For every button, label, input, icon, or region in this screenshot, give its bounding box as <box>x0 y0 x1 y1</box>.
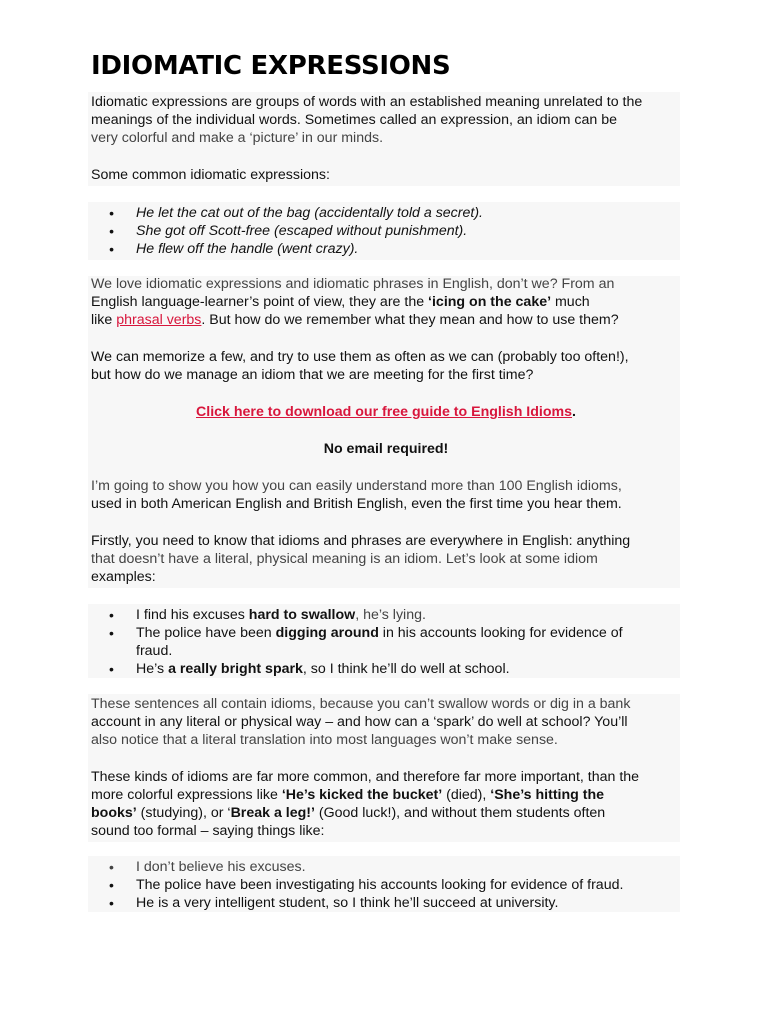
firstly-paragraph <box>91 532 681 586</box>
these-line: account in any literal or physical way – and how can a ‘spark’ do well at school? You’ll <box>91 714 628 730</box>
download-line <box>91 403 681 421</box>
text-run: much <box>551 294 590 310</box>
examples-list <box>91 606 706 678</box>
text-run: (died), <box>442 787 491 803</box>
text-run: fraud. <box>136 643 173 659</box>
kinds-line: sound too formal – saying things like: <box>91 823 325 839</box>
list-item: • The police have been investigating his accounts looking for evidence of fraud. <box>136 876 706 894</box>
text-run: (studying), or ‘ <box>136 805 231 821</box>
phrasal-verbs-link[interactable]: phrasal verbs <box>116 312 202 328</box>
memorize-paragraph <box>91 348 681 384</box>
list-item: • He let the cat out of the bag (accidentally told a secret). <box>136 204 706 222</box>
show-line: used in both American English and British English, even the first time you hear them. <box>91 496 622 512</box>
common-heading: Some common idiomatic expressions: <box>91 167 330 183</box>
bold-phrase: digging around <box>275 625 379 641</box>
text-run: . But how do we remember what they mean and how to use them? <box>201 312 619 328</box>
kinds-paragraph <box>91 768 681 840</box>
text-run: I find his excuses <box>136 607 249 623</box>
bold-phrase: Break a leg!’ <box>230 805 315 821</box>
list-item <box>136 624 706 660</box>
these-line: These sentences all contain idioms, because you can’t swallow words or dig in a bank <box>91 696 631 712</box>
firstly-line: examples: <box>91 569 156 585</box>
bold-phrase: ‘He’s kicked the bucket’ <box>281 787 443 803</box>
download-guide-link[interactable]: Click here to download our free guide to English Idioms <box>196 404 573 420</box>
intro-paragraph <box>91 93 681 147</box>
these-paragraph <box>91 695 681 749</box>
bold-phrase: ‘icing on the cake’ <box>428 294 552 310</box>
bold-phrase: books’ <box>91 805 137 821</box>
text-run: in his accounts looking for evidence of <box>378 625 623 641</box>
intro-line: meanings of the individual words. Sometimes called an expression, an idiom can be <box>91 112 618 128</box>
text-run: like <box>91 312 117 328</box>
bold-phrase: ‘She’s hitting the <box>490 787 605 803</box>
no-email-note: No email required! <box>323 441 449 457</box>
love-line: We love idiomatic expressions and idiomatic phrases in English, don’t we? From an <box>91 276 615 292</box>
love-line <box>91 293 681 311</box>
firstly-line: that doesn’t have a literal, physical meaning is an idiom. Let’s look at some idiom <box>91 551 598 567</box>
intro-line: Idiomatic expressions are groups of words with an established meaning unrelated to the <box>91 94 643 110</box>
text-run: English language-learner’s point of view, they are the <box>91 294 429 310</box>
love-paragraph <box>91 275 681 329</box>
formal-examples-list <box>91 858 706 912</box>
text-run: He’s <box>136 661 169 677</box>
kinds-line <box>91 786 681 804</box>
memorize-line: but how do we manage an idiom that we are meeting for the first time? <box>91 367 534 383</box>
text-run: , he’s lying. <box>355 607 426 623</box>
show-paragraph <box>91 477 681 513</box>
text-run: The police have been <box>136 625 276 641</box>
common-idioms-list <box>91 204 706 258</box>
list-item: • He is a very intelligent student, so I think he’ll succeed at university. <box>136 894 706 912</box>
bold-phrase: hard to swallow <box>248 607 356 623</box>
text-run: more colorful expressions like <box>91 787 282 803</box>
text-run: , so I think he’ll do well at school. <box>302 661 510 677</box>
list-item <box>136 606 706 624</box>
bold-phrase: a really bright spark <box>168 661 303 677</box>
memorize-line: We can memorize a few, and try to use them as often as we can (probably too often!), <box>91 349 629 365</box>
list-item: • He flew off the handle (went crazy). <box>136 240 706 258</box>
page-title: IDIOMATIC EXPRESSIONS <box>91 51 451 81</box>
firstly-line: Firstly, you need to know that idioms and phrases are everywhere in English: anything <box>91 533 631 549</box>
love-line <box>91 311 681 329</box>
show-line: I’m going to show you how you can easily understand more than 100 English idioms, <box>91 478 622 494</box>
these-line: also notice that a literal translation into most languages won’t make sense. <box>91 732 558 748</box>
list-item: • I don’t believe his excuses. <box>136 858 706 876</box>
intro-line: very colorful and make a ‘picture’ in our minds. <box>91 130 384 146</box>
text-run: (Good luck!), and without them students often <box>314 805 606 821</box>
list-item <box>136 660 706 678</box>
kinds-line <box>91 804 681 822</box>
kinds-line: These kinds of idioms are far more common, and therefore far more important, than the <box>91 769 640 785</box>
list-item: • She got off Scott-free (escaped without punishment). <box>136 222 706 240</box>
text-run: . <box>572 404 576 420</box>
